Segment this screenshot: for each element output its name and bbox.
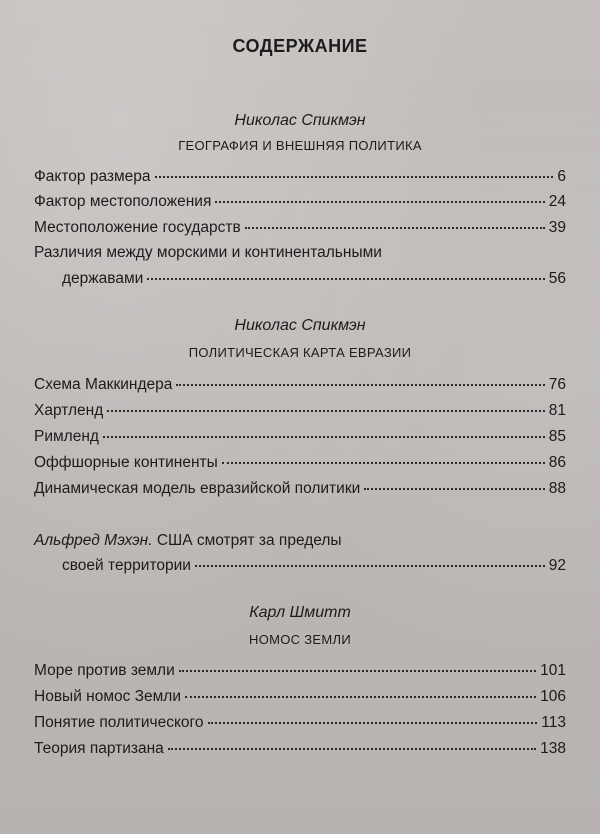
dot-leader [185, 696, 536, 698]
dot-leader [195, 565, 545, 567]
dot-leader [179, 670, 536, 672]
toc-entry[interactable] [34, 428, 566, 446]
toc-entry[interactable] [34, 376, 566, 394]
toc-entry-label: Теория партизана [34, 740, 164, 757]
toc-entry-label: Море против земли [34, 662, 175, 679]
toc-entry[interactable] [34, 219, 566, 237]
toc-entry[interactable] [34, 714, 566, 732]
toc-entry-page: 24 [548, 193, 566, 210]
toc-entry-page: 88 [548, 480, 566, 497]
dot-leader [215, 201, 544, 203]
toc-entry-label: державами [62, 270, 144, 287]
section-author: Николас Спикмэн [234, 112, 366, 129]
toc-entry-page: 6 [557, 168, 566, 185]
toc-entry-label: Схема Маккиндера [34, 376, 173, 393]
toc-entry[interactable] [34, 454, 566, 472]
entry-title-part: США смотрят за пределы [152, 532, 342, 549]
toc-entry-page: 113 [541, 714, 566, 731]
entry-author: Альфред Мэхэн. [34, 532, 153, 549]
dot-leader [155, 176, 554, 178]
toc-entry-label: Понятие политического [34, 714, 204, 731]
toc-entry-page: 56 [548, 270, 566, 287]
dot-leader [147, 278, 544, 280]
dot-leader [168, 748, 536, 750]
toc-entry[interactable] [62, 270, 566, 288]
toc-entry[interactable] [62, 557, 566, 575]
section-title: НОМОС ЗЕМЛИ [249, 632, 351, 647]
toc-entry-page: 76 [548, 376, 566, 393]
toc-entry-label: своей территории [62, 557, 191, 574]
toc-entry[interactable] [34, 740, 566, 758]
section-author: Карл Шмитт [249, 604, 351, 621]
dot-leader [364, 488, 544, 490]
toc-entry-label: Новый номос Земли [34, 688, 182, 705]
toc-entry-page: 92 [548, 557, 566, 574]
toc-entry-page: 39 [548, 219, 566, 236]
toc-entry-label: Фактор размера [34, 168, 151, 185]
toc-entry-page: 106 [540, 688, 566, 705]
toc-entry-label: Фактор местоположения [34, 193, 212, 210]
dot-leader [222, 462, 545, 464]
toc-entry-label: Римленд [34, 428, 99, 445]
toc-entry-page: 101 [540, 662, 566, 679]
toc-entry[interactable] [34, 193, 566, 211]
toc-entry[interactable] [34, 688, 566, 706]
toc-entry[interactable] [34, 402, 566, 420]
toc-entry-label: Динамическая модель евразийской политики [34, 480, 361, 497]
toc-entry-page: 81 [548, 402, 566, 419]
toc-entry-page: 138 [540, 740, 566, 757]
section-title: ГЕОГРАФИЯ И ВНЕШНЯЯ ПОЛИТИКА [178, 138, 422, 153]
toc-entry-label: Оффшорные континенты [34, 454, 218, 471]
toc-entry[interactable] [34, 662, 566, 680]
toc-entry-label: Хартленд [34, 402, 104, 419]
section-title: ПОЛИТИЧЕСКАЯ КАРТА ЕВРАЗИИ [188, 345, 412, 360]
page-title: СОДЕРЖАНИЕ [232, 36, 368, 56]
toc-entry-label: Местоположение государств [34, 219, 241, 236]
dot-leader [245, 227, 545, 229]
section-author: Николас Спикмэн [234, 317, 366, 334]
toc-entry-page: 85 [548, 428, 566, 445]
toc-entry[interactable] [34, 480, 566, 498]
dot-leader [107, 410, 544, 412]
dot-leader [208, 722, 538, 724]
toc-entry-label-line1: Различия между морскими и континентальными [34, 244, 382, 261]
toc-entry-page: 86 [548, 454, 566, 471]
toc-entry[interactable] [34, 168, 566, 186]
toc-entry-label-line1 [34, 532, 342, 550]
dot-leader [176, 384, 544, 386]
dot-leader [103, 436, 545, 438]
